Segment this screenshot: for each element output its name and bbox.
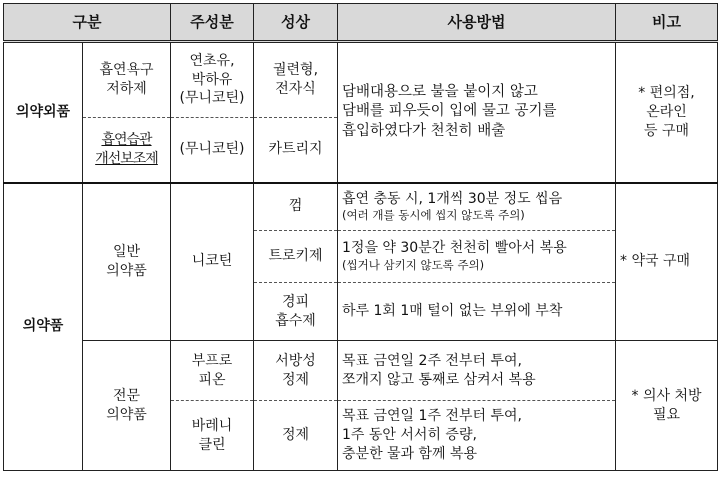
ingredient-cell: 부프로 피온 <box>171 341 254 401</box>
form-cell: 서방성 정제 <box>254 341 338 401</box>
note-cell: * 의사 처방 필요 <box>616 341 718 471</box>
ingredient-cell: 니코틴 <box>171 183 254 341</box>
form-cell: 경피 흡수제 <box>254 283 338 341</box>
usage-cell: 목표 금연일 1주 전부터 투여, 1주 동안 서서히 증량, 충분한 물과 함께 복용 <box>338 401 616 471</box>
usage-caution: (씹거나 삼키지 않도록 주의) <box>342 258 485 273</box>
category-medicine: 의약품 <box>4 183 83 471</box>
ingredient-cell: 바레니 클린 <box>171 401 254 471</box>
sub-category: 흡연욕구 저하제 <box>83 42 171 118</box>
table-row <box>4 341 718 401</box>
table-row <box>4 183 718 231</box>
sub-category: 일반 의약품 <box>83 183 171 341</box>
note-cell: * 약국 구매 <box>616 183 718 341</box>
header-form: 성상 <box>254 4 338 42</box>
header-row <box>4 4 718 42</box>
note-cell: * 편의점, 온라인 등 구매 <box>616 42 718 183</box>
usage-text: 1정을 약 30분간 천천히 빨아서 복용 <box>342 240 567 257</box>
form-cell: 궐련형, 전자식 <box>254 42 338 118</box>
sub-category: 흡연습관 개선보조제 <box>83 118 171 183</box>
usage-text: 흡연 충동 시, 1개씩 30분 정도 씹음 <box>342 190 563 207</box>
smoking-cessation-table <box>3 3 718 471</box>
usage-cell: 담배대용으로 불을 붙이지 않고 담배를 피우듯이 입에 물고 공기를 흡입하였다가 천천히 배출 <box>338 42 616 183</box>
header-note: 비고 <box>616 4 718 42</box>
ingredient-cell: (무니코틴) <box>171 118 254 183</box>
usage-cell <box>338 231 616 283</box>
sub-category: 전문 의약품 <box>83 341 171 471</box>
header-category: 구분 <box>4 4 171 42</box>
form-cell: 껌 <box>254 183 338 231</box>
table-row <box>4 42 718 118</box>
form-cell: 정제 <box>254 401 338 471</box>
usage-cell <box>338 183 616 231</box>
category-quasi-drug: 의약외품 <box>4 42 83 183</box>
ingredient-cell: 연초유, 박하유 (무니코틴) <box>171 42 254 118</box>
usage-caution: (여러 개를 동시에 씹지 않도록 주의) <box>342 208 525 223</box>
form-cell: 트로키제 <box>254 231 338 283</box>
usage-cell: 하루 1회 1매 털이 없는 부위에 부착 <box>338 283 616 341</box>
header-ingredient: 주성분 <box>171 4 254 42</box>
form-cell: 카트리지 <box>254 118 338 183</box>
usage-cell: 목표 금연일 2주 전부터 투여, 쪼개지 않고 통째로 삼켜서 복용 <box>338 341 616 401</box>
header-usage: 사용방법 <box>338 4 616 42</box>
